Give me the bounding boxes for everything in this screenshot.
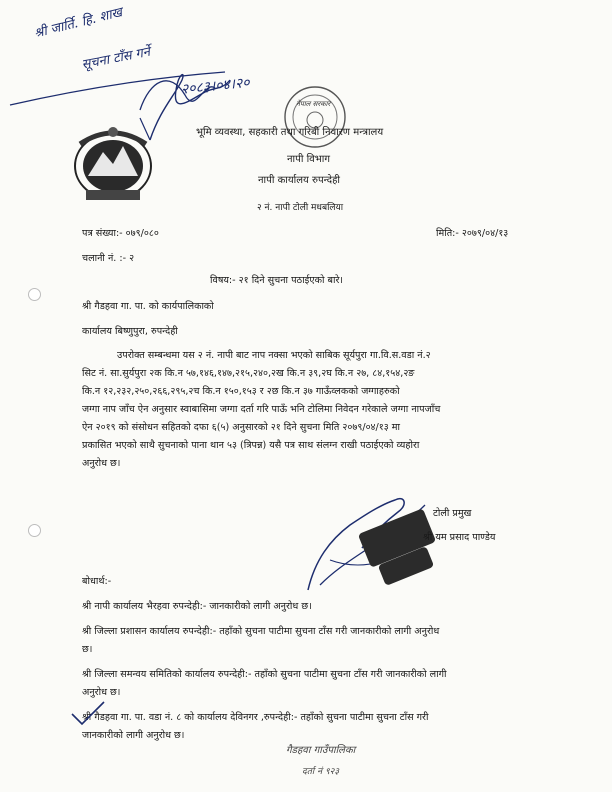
body-line: ऐन २०१९ को संसोधन सहितको दफा ६(५) अनुसारको २१ दिने सुचना मिति २०७९/०४/१३ मा [82, 422, 401, 433]
team-name: २ नं. नापी टोली मधबलिया [257, 203, 344, 213]
department-name: नापी विभाग [287, 154, 330, 165]
body-line: अनुरोध छ। [82, 458, 121, 469]
cc-item: श्री नापी कार्यालय भैरहवा रुपन्देही:- जानकारीको लागी अनुरोध छ। [82, 601, 312, 612]
handwritten-note-line1: श्री जार्ति. हि. शाख [32, 5, 124, 42]
checkmark-icon [68, 700, 108, 730]
cc-item: श्री जिल्ला समन्वय समितिको कार्यालय रुपन्देही:- तहाँको सुचना पाटीमा सुचना टाँस गरी जानकारीको लागी [82, 669, 447, 680]
letter-date: मिति:- २०७९/०४/१३ [436, 228, 509, 239]
body-line: कि.न १२,२३२,२५०,२६६,२९५,२च कि.न १५०,१५३ र २छ कि.न ३७ गाऊँव्लकको जग्गाहरुको [82, 386, 400, 397]
stamp-center-text: नेपाल सरकार [296, 100, 331, 108]
letter-subject: विषय:- २१ दिने सुचना पठाईएको बारे। [210, 275, 344, 286]
cc-item-cont: छ। [82, 644, 93, 655]
cc-item: श्री गैडहवा गा. पा. वडा नं. ८ को कार्यालय देविनगर ,रुपन्देही:- तहाँको सुचना पाटीमा सुचना टाँस गरी [82, 712, 429, 723]
cc-item-cont: जानकारीको लागी अनुरोध छ। [82, 730, 185, 741]
signatory-title: टोली प्रमुख [433, 508, 472, 519]
cc-heading: बोधार्थ:- [82, 576, 112, 587]
handwritten-note-line2: सूचना टाँस गर्ने [80, 44, 152, 73]
signatory-name: श्री यम प्रसाद पाण्डेय [423, 532, 496, 543]
body-line: उपरोक्त सम्बन्धमा यस २ नं. नापी बाट नाप नक्सा भएको साबिक सूर्यपुरा गा.वि.स.वडा नं.२ [117, 350, 431, 361]
ministry-name: भूमि व्यवस्था, सहकारी तथा गरिबी निवारण मन्त्रालय [196, 127, 384, 138]
cc-item: श्री जिल्ला प्रशासन कार्यालय रुपन्देही:- तहाँको सुचना पाटीमा सुचना टाँस गरी जानकारीको लागी अनुरोध [82, 626, 440, 637]
dispatch-number: चलानी नं. :- २ [82, 253, 135, 264]
recipient-line2: कार्यालय बिष्णुपुरा, रुपन्देही [82, 326, 178, 337]
body-line: प्रकासित भएको साथै सुचनाको पाना थान ५३ (त्रिपन्न) यसै पत्र साथ संलग्न राखी पठाईएको व्यहोरा [82, 440, 420, 451]
body-line: सिट नं. सा.सुर्यपुरा २क कि.न ५७,१४६,१४७,२१५,२४०,२ख कि.न ३९,२घ कि.न २७, ८४,१५४,२ङ [82, 368, 415, 379]
body-line: जग्गा नाप जाँच ऐन अनुसार स्वाबासिमा जग्गा दर्ता गरि पाऊँ भनि टोलिमा निवेदन गरेकाले जग्गा नापजाँच [82, 404, 441, 415]
receiving-stamp-number: दर्ता नं ९२३ [302, 767, 339, 777]
handwritten-date: २०८३।०४।२० [180, 74, 251, 98]
office-name: नापी कार्यालय रुपन्देही [258, 175, 340, 186]
cc-item-cont: अनुरोध छ। [82, 687, 121, 698]
reference-number: पत्र संख्या:- ०७९/०८० [82, 228, 159, 239]
receiving-stamp-office: गैडहवा गाउँपालिका [286, 745, 356, 756]
recipient-line1: श्री गैडहवा गा. पा. को कार्यपालिकाको [82, 301, 214, 312]
